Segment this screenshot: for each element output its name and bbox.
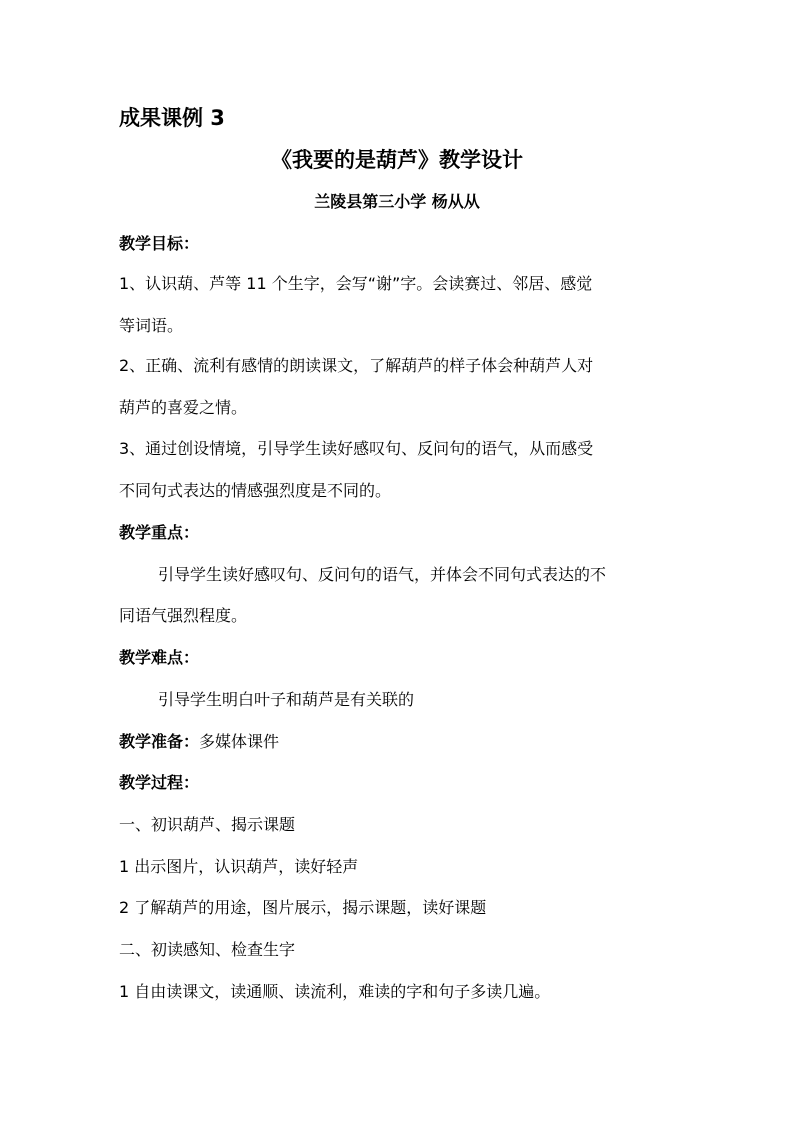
process-line-4: 二、初读感知、检查生字 <box>119 940 296 959</box>
process-line-2: 1 出示图片，认识葫芦，读好轻声 <box>119 857 359 876</box>
process-line-5: 1 自由读课文，读通顺、读流利，难读的字和句子多读几遍。 <box>119 982 551 1001</box>
goal-item-1-line-2: 等词语。 <box>119 316 184 335</box>
section-label: 成果课例 3 <box>119 106 225 130</box>
goal-item-2-line-2: 葫芦的喜爱之情。 <box>119 398 248 417</box>
difficulties-heading: 教学难点： <box>119 648 200 667</box>
preparation-row <box>119 732 679 752</box>
goal-item-1-line-1: 1、认识葫、芦等 11 个生字，会写“谢”字。会读赛过、邻居、感觉 <box>119 274 593 293</box>
goal-item-2-line-1: 2、正确、流利有感情的朗读课文，了解葫芦的样子体会种葫芦人对 <box>119 356 594 375</box>
key-points-line-1: 引导学生读好感叹句、反问句的语气，并体会不同句式表达的不 <box>158 565 607 584</box>
preparation-heading: 教学准备： <box>119 732 200 751</box>
process-heading: 教学过程： <box>119 773 200 792</box>
process-line-3: 2 了解葫芦的用途，图片展示，揭示课题，读好课题 <box>119 898 487 917</box>
difficulties-line: 引导学生明白叶子和葫芦是有关联的 <box>158 690 415 709</box>
key-points-heading: 教学重点： <box>119 523 200 542</box>
process-line-1: 一、初识葫芦、揭示课题 <box>119 815 296 834</box>
goals-heading: 教学目标： <box>119 234 200 253</box>
goal-item-3-line-1: 3、通过创设情境，引导学生读好感叹句、反问句的语气，从而感受 <box>119 439 594 458</box>
document-title: 《我要的是葫芦》教学设计 <box>271 148 523 172</box>
document-author: 兰陵县第三小学 杨从从 <box>314 192 480 211</box>
preparation-value: 多媒体课件 <box>199 732 280 751</box>
key-points-line-2: 同语气强烈程度。 <box>119 606 248 625</box>
goal-item-3-line-2: 不同句式表达的情感强烈度是不同的。 <box>119 481 392 500</box>
